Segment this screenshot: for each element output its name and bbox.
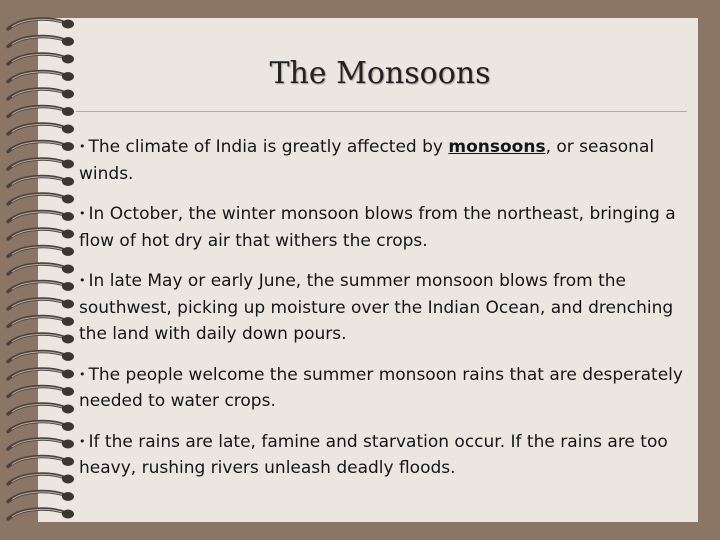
spiral-ring-icon xyxy=(8,264,74,274)
spiral-ring-icon xyxy=(8,387,74,397)
bullet-paragraph-2 xyxy=(79,201,685,254)
title-divider xyxy=(76,111,687,112)
key-term: monsoons xyxy=(448,137,546,157)
spiral-ring-icon xyxy=(8,457,74,467)
spiral-ring-icon xyxy=(8,229,74,239)
spiral-ring-icon xyxy=(8,142,74,152)
bullet-icon: • xyxy=(79,434,86,448)
spiral-ring-icon xyxy=(8,247,74,257)
spiral-ring-icon xyxy=(8,37,74,47)
spiral-binding xyxy=(0,0,90,540)
spiral-ring-icon xyxy=(8,89,74,99)
bullet-paragraph-1 xyxy=(79,134,685,187)
paragraph-text: The climate of India is greatly affected by xyxy=(88,137,449,157)
spiral-ring-icon xyxy=(8,54,74,64)
spiral-ring-icon xyxy=(8,474,74,484)
spiral-ring-icon xyxy=(8,72,74,82)
bullet-icon: • xyxy=(79,140,86,153)
bullet-paragraph-5 xyxy=(79,429,685,482)
bullet-list xyxy=(79,134,685,496)
spiral-ring-icon xyxy=(8,177,74,187)
spiral-ring-icon xyxy=(8,107,74,117)
page-title: The Monsoons xyxy=(269,56,491,91)
spiral-ring-icon xyxy=(8,369,74,379)
spiral-ring-icon xyxy=(8,317,74,327)
spiral-ring-icon xyxy=(8,212,74,222)
spiral-ring-icon xyxy=(8,282,74,292)
paragraph-text: In October, the winter monsoon blows from the northeast, bringing a flow of hot dry air that withers the crops. xyxy=(79,204,676,251)
spiral-ring-icon xyxy=(8,404,74,414)
spiral-ring-icon xyxy=(8,352,74,362)
bullet-icon: • xyxy=(79,367,86,381)
bullet-icon: • xyxy=(79,274,86,287)
bullet-paragraph-4 xyxy=(79,362,685,415)
spiral-ring-icon xyxy=(8,159,74,169)
spiral-ring-icon xyxy=(8,492,74,502)
spiral-ring-icon xyxy=(8,299,74,309)
paragraph-text: The people welcome the summer monsoon rains that are desperately needed to water crops. xyxy=(79,364,683,411)
spiral-ring-icon xyxy=(8,509,74,519)
bullet-paragraph-3 xyxy=(79,268,685,348)
paragraph-text: If the rains are late, famine and starvation occur. If the rains are too heavy, rushing rivers unleash deadly floods. xyxy=(79,431,668,478)
spiral-ring-icon xyxy=(8,422,74,432)
spiral-ring-icon xyxy=(8,194,74,204)
spiral-ring-icon xyxy=(8,439,74,449)
spiral-ring-icon xyxy=(8,124,74,134)
paragraph-text-tail: , or seasonal winds. xyxy=(79,137,655,184)
bullet-icon: • xyxy=(79,207,86,220)
paragraph-text: In late May or early June, the summer monsoon blows from the southwest, picking up moisture over the Indian Ocean, and drenching the land with daily down pours. xyxy=(79,271,674,344)
spiral-ring-icon xyxy=(8,334,74,344)
spiral-ring-icon xyxy=(8,19,74,29)
